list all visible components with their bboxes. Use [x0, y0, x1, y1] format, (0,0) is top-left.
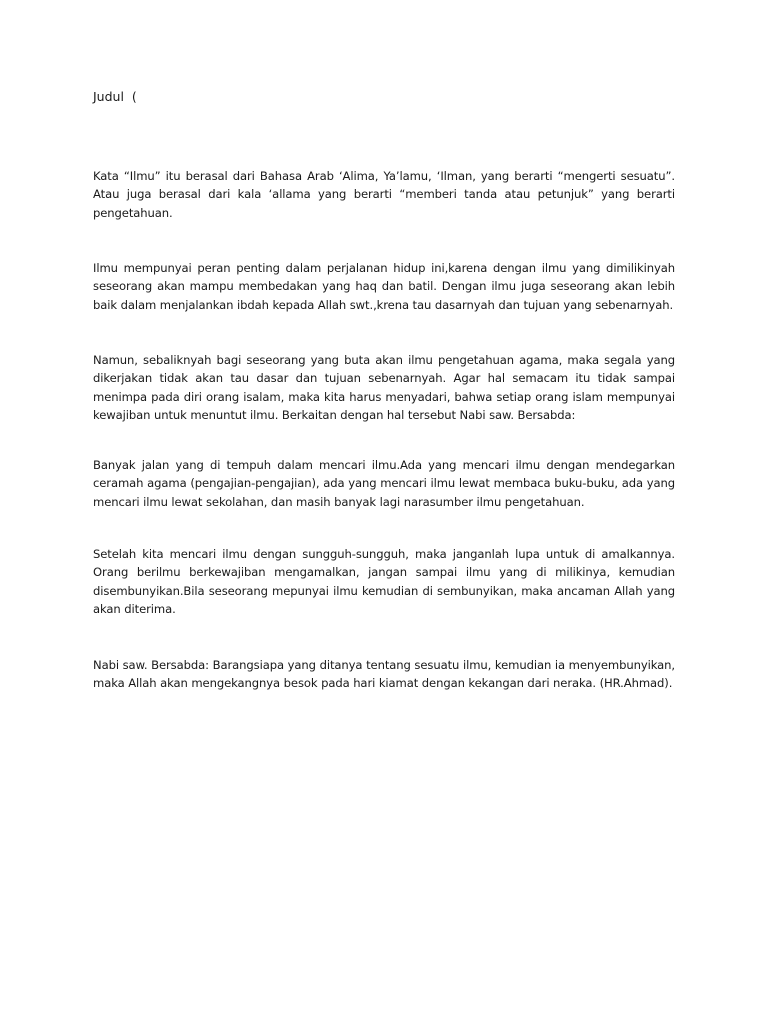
paragraph-ilmu-obligation: Namun, sebaliknyah bagi seseorang yang buta akan ilmu pengetahuan agama, maka segala yang dikerjakan tidak akan tau dasar dan tujuan sebenarnyah. Agar hal semacam itu tidak sampai menimpa pada diri orang isalam, maka kita harus menyadari, bahwa setiap orang islam mempunyai kewajiban untuk menuntut ilmu. Berkaitan dengan hal tersebut Nabi saw. Bersabda: [93, 353, 675, 423]
paragraph-ilmu-definition: Kata “Ilmu” itu berasal dari Bahasa Arab ‘Alima, Ya’lamu, ‘Ilman, yang berarti “mengerti sesuatu”. Atau juga berasal dari kala ‘allama yang berarti “memberi tanda atau petunjuk” yang berarti pengetahuan. [93, 169, 675, 220]
paragraph-ilmu-role: Ilmu mempunyai peran penting dalam perjalanan hidup ini,karena dengan ilmu yang dimilikinyah seseorang akan mampu membedakan yang haq dan batil. Dengan ilmu juga seseorang akan lebih baik dalam menjalankan ibdah kepada Allah swt.,krena tau dasarnyah dan tujuan yang sebenarnyah. [93, 261, 675, 312]
paragraph-hadith: Nabi saw. Bersabda: Barangsiapa yang ditanya tentang sesuatu ilmu, kemudian ia menyembunyikan, maka Allah akan mengekangnya besok pada hari kiamat dengan kekangan dari neraka. (HR.Ahmad). [93, 658, 675, 691]
paragraph-ilmu-ways: Banyak jalan yang di tempuh dalam mencari ilmu.Ada yang mencari ilmu dengan mendegarkan ceramah agama (pengajian-pengajian), ada yang mencari ilmu lewat membaca buku-buku, ada yang mencari ilmu lewat sekolahan, dan masih banyak lagi narasumber ilmu pengetahuan. [93, 458, 675, 509]
paragraph-ilmu-practice: Setelah kita mencari ilmu dengan sungguh-sungguh, maka janganlah lupa untuk di amalkannya. Orang berilmu berkewajiban mengamalkan, jangan sampai ilmu yang di milikinya, kemudian disembunyikan.Bila seseorang mepunyai ilmu kemudian di sembunyikan, maka ancaman Allah yang akan diterima. [93, 547, 675, 617]
document-title: Judul ( [93, 89, 137, 104]
